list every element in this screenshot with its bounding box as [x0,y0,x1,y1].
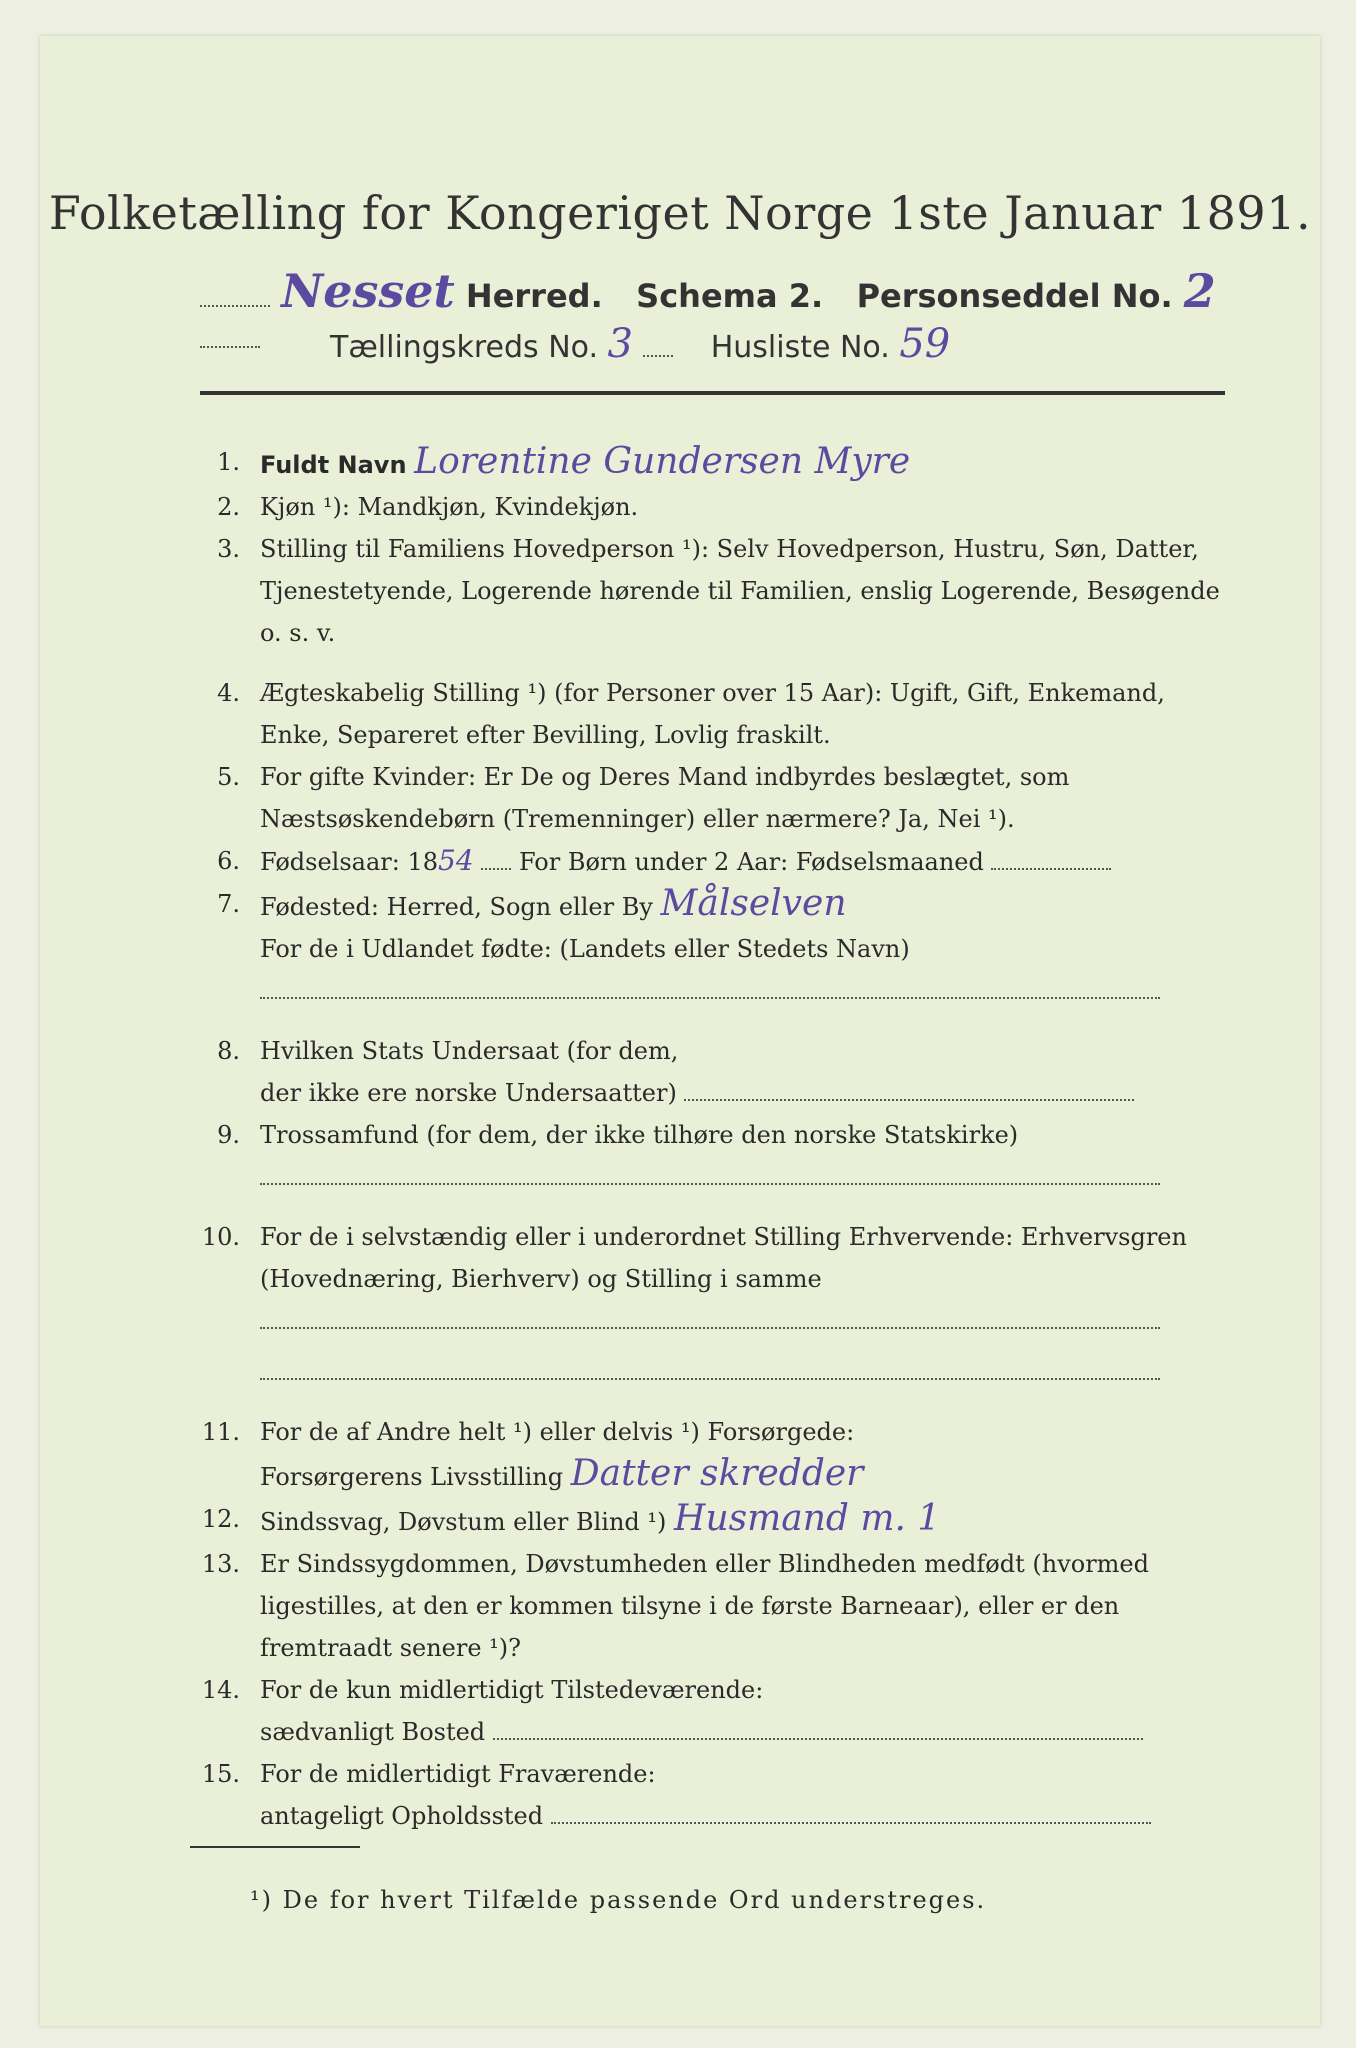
item-number: 8. [217,1037,240,1065]
birth-year-handwritten: 54 [438,844,474,877]
dots [481,868,511,870]
item-number: 13. [201,1550,240,1578]
item-label: Er Sindssygdommen, Døvstumheden eller Blindheden medfødt (hvormed ligestilles, at den er kommen tilsyne i de første Barneaar), eller er den fremtraadt senere ¹)? [260,1550,1149,1662]
dots [260,983,1160,999]
item-4 [160,672,1240,756]
taellingskreds-label: Tællingskreds No. [330,330,598,365]
item-11 [160,1411,1240,1498]
full-name-handwritten: Lorentine Gundersen Myre [414,441,911,482]
personseddel-label: Personseddel No. [856,277,1173,315]
item-number: 9. [217,1121,240,1149]
husliste-label: Husliste No. [710,330,890,365]
spacer [160,1393,1240,1411]
item-sublabel: der ikke ere norske Undersaatter) [260,1079,677,1107]
item-sublabel: Forsørgerens Livsstilling [260,1463,564,1491]
dots [551,1822,1151,1824]
item-1 [160,441,1240,486]
dots [493,1738,1143,1740]
item-number: 2. [217,493,240,521]
item-number: 11. [201,1418,240,1446]
item-label: For de kun midlertidigt Tilstedeværende: [260,1676,764,1704]
item-14 [160,1669,1240,1753]
item-label: Sindssvag, Døvstum eller Blind ¹) [260,1508,667,1536]
item-label: Fødselsaar: 18 [260,848,439,876]
item-label: For de af Andre helt ¹) eller delvis ¹) Forsørgede: [260,1418,855,1446]
footnote-rule [190,1846,360,1848]
item-10 [160,1216,1240,1393]
item-number: 5. [217,763,240,791]
header-rule [200,391,1225,395]
herred-label: Herred. [465,277,603,315]
item-number: 3. [217,535,240,563]
form-title: Folketælling for Kongeriget Norge 1ste Januar 1891. [48,186,1312,240]
item-3 [160,528,1240,654]
note-handwritten: Husmand m. 1 [674,1498,941,1539]
dots [643,355,673,357]
item-number: 12. [201,1505,240,1533]
item-label: For Børn under 2 Aar: Fødselsmaaned [518,848,984,876]
item-label: Ægteskabelig Stilling ¹) (for Personer over 15 Aar): Ugift, Gift, Enkemand, Enke, Separeret efter Bevilling, Lovlig fraskilt. [260,679,1165,749]
item-label: Trossamfund (for dem, der ikke tilhøre den norske Statskirke) [260,1121,1019,1149]
spacer [160,1012,1240,1030]
item-number: 4. [217,679,240,707]
census-form-sheet [40,36,1320,2026]
item-label: Kjøn ¹): Mandkjøn, Kvindekjøn. [260,493,639,521]
item-2 [160,486,1240,528]
provider-occupation-handwritten: Datter skredder [570,1453,864,1494]
item-13 [160,1543,1240,1669]
item-sublabel: sædvanligt Bosted [260,1718,486,1746]
item-number: 7. [217,890,240,918]
item-15 [160,1753,1240,1837]
item-number: 14. [201,1676,240,1704]
herred-handwritten: Nesset [281,264,455,318]
dots [991,868,1111,870]
item-label: Fuldt Navn [260,451,407,479]
taellingskreds-number: 3 [607,321,633,367]
form-items [160,441,1240,1837]
schema-label: Schema 2. [636,277,824,315]
footnote: ¹) De for hvert Tilfælde passende Ord understreges. [250,1886,987,1914]
item-number: 1. [217,448,240,476]
item-8 [160,1030,1240,1114]
item-sublabel: For de i Udlandet fødte: (Landets eller Stedets Navn) [260,935,910,963]
item-9 [160,1114,1240,1198]
item-6 [160,840,1240,883]
husliste-number: 59 [899,321,951,367]
item-label: Hvilken Stats Undersaat (for dem, [260,1037,679,1065]
item-label: Stilling til Familiens Hovedperson ¹): Selv Hovedperson, Hustru, Søn, Datter, Tjenestetyende, Logerende hørende til Familien, enslig Logerende, Besøgende o. s. v. [260,535,1220,647]
dots [260,1342,1160,1380]
item-5 [160,756,1240,840]
birthplace-handwritten: Målselven [660,883,847,924]
item-7 [160,883,1240,1012]
spacer [160,654,1240,672]
dots [260,1169,1160,1185]
dots [684,1099,1134,1101]
item-number: 10. [201,1223,240,1251]
spacer [160,1198,1240,1216]
personseddel-number: 2 [1183,264,1216,318]
item-label: For de midlertidigt Fraværende: [260,1760,656,1788]
item-sublabel: antageligt Opholdssted [260,1802,544,1830]
item-label: For de i selvstændig eller i underordnet Stilling Erhvervende: Erhvervsgren (Hovednæring, Bierhverv) og Stilling i samme [260,1223,1187,1293]
item-12 [160,1498,1240,1543]
dots [260,1307,1160,1329]
item-number: 6. [217,847,240,875]
dots [200,346,260,348]
kreds-line [330,321,1130,367]
item-label: Fødested: Herred, Sogn eller By [260,893,653,921]
item-label: For gifte Kvinder: Er De og Deres Mand indbyrdes beslægtet, som Næstsøskendebørn (Tremenninger) eller nærmere? Ja, Nei ¹). [260,763,1070,833]
item-number: 15. [201,1760,240,1788]
dots [200,305,270,307]
